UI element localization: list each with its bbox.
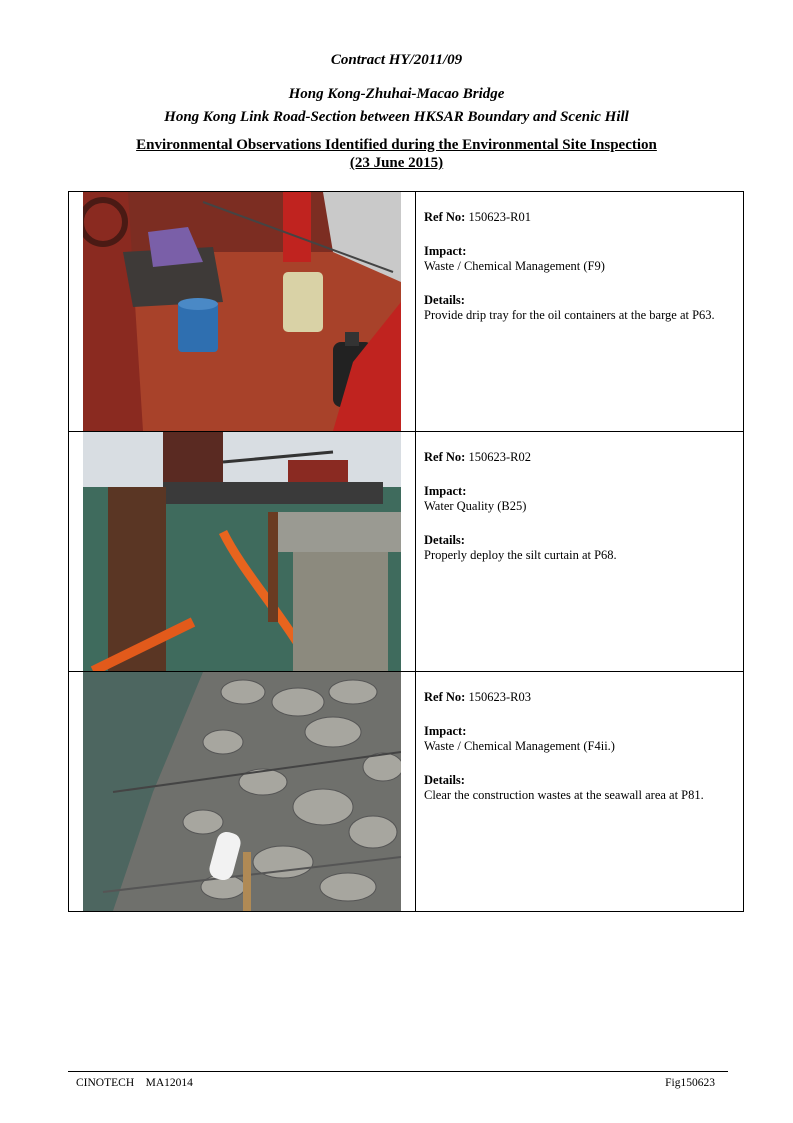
ref-no-value: 150623-R03	[468, 690, 531, 704]
contract-number: Contract HY/2011/09	[330, 52, 463, 68]
photo-cell	[69, 192, 416, 432]
inspection-date: (23 June 2015)	[349, 155, 444, 171]
observation-details-cell	[416, 672, 744, 912]
observations-table	[68, 191, 744, 912]
observation-row	[69, 192, 744, 432]
photo-cell	[69, 672, 416, 912]
impact-value: Waste / Chemical Management (F9)	[424, 259, 605, 273]
details-label: Details:	[424, 533, 465, 547]
observation-details-cell	[416, 432, 744, 672]
impact-label: Impact:	[424, 724, 467, 738]
barge-deck-photo	[83, 192, 401, 431]
project-title-line1: Hong Kong-Zhuhai-Macao Bridge	[288, 86, 505, 102]
footer-divider	[68, 1071, 728, 1072]
photo-cell	[69, 432, 416, 672]
observation-row	[69, 672, 744, 912]
silt-curtain-photo	[83, 432, 401, 671]
ref-no-label: Ref No:	[424, 210, 466, 224]
ref-no-value: 150623-R02	[468, 450, 531, 464]
ref-no-value: 150623-R01	[468, 210, 531, 224]
project-title-line2: Hong Kong Link Road-Section between HKSAR Boundary and Scenic Hill	[164, 109, 629, 125]
ref-no-label: Ref No:	[424, 690, 466, 704]
footer-company: CINOTECH MA12014	[76, 1077, 193, 1089]
seawall-photo	[83, 672, 401, 911]
impact-label: Impact:	[424, 484, 467, 498]
observation-row	[69, 432, 744, 672]
impact-label: Impact:	[424, 244, 467, 258]
ref-no-label: Ref No:	[424, 450, 466, 464]
footer-figure-number: Fig150623	[665, 1077, 715, 1089]
details-label: Details:	[424, 293, 465, 307]
impact-value: Waste / Chemical Management (F4ii.)	[424, 739, 615, 753]
details-value: Clear the construction wastes at the seawall area at P81.	[424, 788, 704, 802]
details-label: Details:	[424, 773, 465, 787]
document-title: Environmental Observations Identified during the Environmental Site Inspection	[136, 137, 657, 153]
details-value: Properly deploy the silt curtain at P68.	[424, 548, 617, 562]
observation-details-cell	[416, 192, 744, 432]
impact-value: Water Quality (B25)	[424, 499, 527, 513]
details-value: Provide drip tray for the oil containers at the barge at P63.	[424, 308, 715, 322]
